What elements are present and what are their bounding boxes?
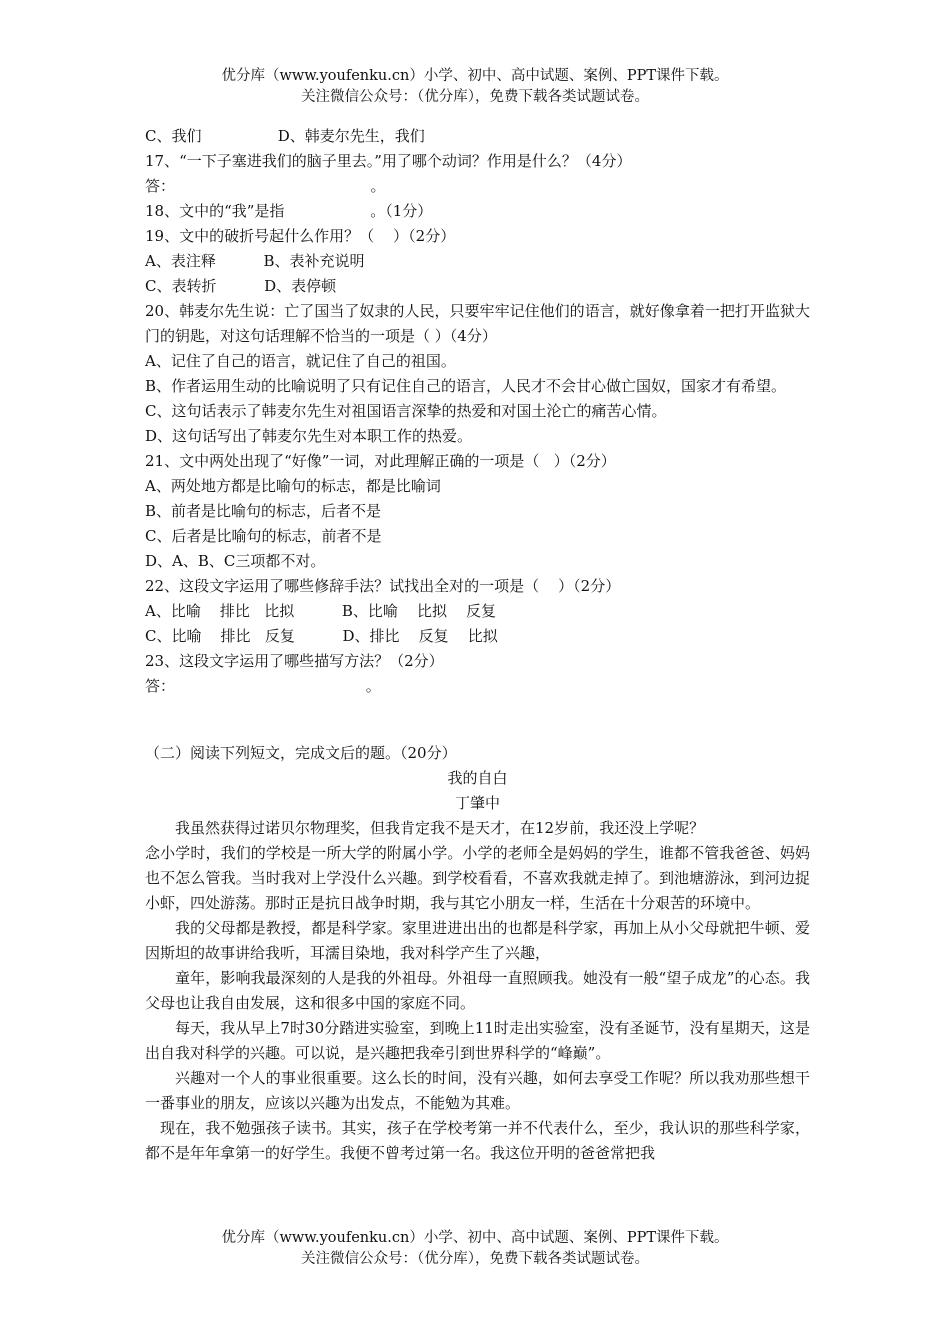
option-line: B、前者是比喻句的标志，后者不是 (145, 502, 382, 520)
header-line-2: 关注微信公众号：（优分库），免费下载各类试题试卷。 (301, 89, 649, 105)
section-spacer (145, 699, 810, 741)
question-line: C、我们 D、韩麦尔先生，我们 (145, 127, 425, 145)
option-line: D、这句话写出了韩麦尔先生对本职工作的热爱。 (145, 427, 473, 445)
option-line: D、A、B、C三项都不对。 (145, 552, 326, 570)
article-paragraph: 兴趣对一个人的事业很重要。这么长的时间，没有兴趣，如何去享受工作呢？所以我劝那些想干一番事业的朋友，应该以兴趣为出发点，不能勉为其难。 (145, 1069, 810, 1112)
option-line: C、比喻 排比 反复 D、排比 反复 比拟 (145, 627, 498, 645)
question-20: 20、韩麦尔先生说：亡了国当了奴隶的人民，只要牢牢记住他们的语言，就好像拿着一把打开监狱大门的钥匙，对这句话理解不恰当的一项是（ ）（4分） (145, 302, 810, 345)
footer-line-2: 关注微信公众号：（优分库），免费下载各类试题试卷。 (301, 1251, 649, 1267)
option-line: A、记住了自己的语言，就记住了自己的祖国。 (145, 352, 456, 370)
header-line-1: 优分库（www.youfenku.cn）小学、初中、高中试题、案例、PPT课件下载。 (221, 68, 729, 84)
answer-line: 答： 。 (145, 677, 381, 695)
question-23: 23、这段文字运用了哪些描写方法？（2分） (145, 652, 444, 670)
option-line: B、作者运用生动的比喻说明了只有记住自己的语言，人民才不会甘心做亡国奴，国家才有希望。 (145, 377, 787, 395)
section-intro: （二）阅读下列短文，完成文后的题。（20分） (145, 744, 457, 762)
article-paragraph: 现在，我不勉强孩子读书。其实，孩子在学校考第一并不代表什么，至少，我认识的那些科学家，都不是年年拿第一的好学生。我便不曾考过第一名。我这位开明的爸爸常把我 (145, 1119, 810, 1162)
article-paragraph: 我虽然获得过诺贝尔物理奖，但我肯定我不是天才，在12岁前，我还没上学呢？ (175, 819, 705, 837)
option-line: C、表转折 D、表停顿 (145, 277, 337, 295)
article-paragraph: 童年，影响我最深刻的人是我的外祖母。外祖母一直照顾我。她没有一般“望子成龙”的心态。我父母也让我自由发展，这和很多中国的家庭不同。 (145, 969, 810, 1012)
answer-line: 答： 。 (145, 177, 386, 195)
question-18: 18、文中的“我”是指 。（1分） (145, 202, 433, 220)
option-line: A、两处地方都是比喻句的标志，都是比喻词 (145, 477, 441, 495)
article-title: 我的自白 (447, 769, 508, 787)
footer-line-1: 优分库（www.youfenku.cn）小学、初中、高中试题、案例、PPT课件下载。 (221, 1230, 729, 1246)
page-footer (0, 1228, 950, 1270)
question-21: 21、文中两处出现了“好像”一词，对此理解正确的一项是（ ）（2分） (145, 452, 616, 470)
question-22: 22、这段文字运用了哪些修辞手法？试找出全对的一项是（ ）（2分） (145, 577, 621, 595)
article-paragraph: 每天，我从早上7时30分踏进实验室，到晚上11时走出实验室，没有圣诞节，没有星期天，这是出自我对科学的兴趣。可以说，是兴趣把我牵引到世界科学的“峰巅”。 (145, 1019, 810, 1062)
option-line: A、比喻 排比 比拟 B、比喻 比拟 反复 (145, 602, 497, 620)
article-paragraph: 念小学时，我们的学校是一所大学的附属小学。小学的老师全是妈妈的学生，谁都不管我爸爸、妈妈也不怎么管我。当时我对上学没什么兴趣。到学校看看，不喜欢我就走掉了。到池塘游泳，到河边捉小虾，四处游荡。那时正是抗日战争时期，我与其它小朋友一样，生活在十分艰苦的环境中。 (145, 844, 810, 912)
option-line: A、表注释 B、表补充说明 (145, 252, 365, 270)
option-line: C、这句话表示了韩麦尔先生对祖国语言深挚的热爱和对国土沦亡的痛苦心情。 (145, 402, 667, 420)
question-17: 17、“一下子塞进我们的脑子里去。”用了哪个动词？作用是什么？（4分） (145, 152, 632, 170)
page-header (0, 66, 950, 108)
document-content (145, 124, 810, 1166)
question-19: 19、文中的破折号起什么作用？（ ）（2分） (145, 227, 456, 245)
article-paragraph: 我的父母都是教授，都是科学家。家里进进出出的也都是科学家，再加上从小父母就把牛顿、爱因斯坦的故事讲给我听，耳濡目染地，我对科学产生了兴趣， (145, 919, 810, 962)
article-author: 丁肇中 (454, 794, 500, 812)
option-line: C、后者是比喻句的标志，前者不是 (145, 527, 382, 545)
